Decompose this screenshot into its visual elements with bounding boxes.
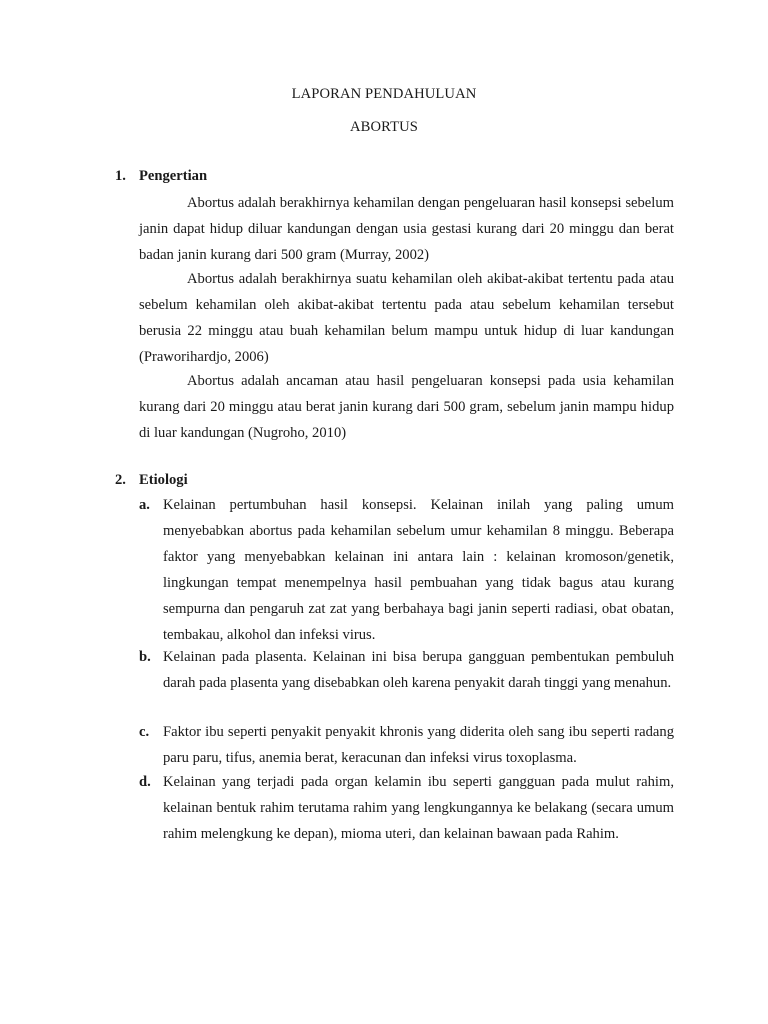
document-subtitle: ABORTUS	[350, 119, 418, 135]
list-item-label: c.	[139, 724, 150, 740]
list-item-text: Kelainan pertumbuhan hasil konsepsi. Kelainan inilah yang paling umum menyebabkan abortus pada kehamilan sebelum umur kehamilan 8 minggu. Beberapa faktor yang menyebabkan kelainan ini antara lain : kelainan kromoson/genetik, lingkungan tempat menempelnya hasil pembuahan yang tidak bagus atau kurang sempurna dan pengaruh zat zat yang berbahaya bagi janin seperti radiasi, obat obatan, tembakau, alkohol dan infeksi virus.	[163, 497, 674, 643]
list-item-text: Kelainan pada plasenta. Kelainan ini bisa berupa gangguan pembentukan pembuluh darah pada plasenta yang disebabkan oleh karena penyakit darah tinggi yang menahun.	[163, 649, 674, 691]
list-item-label: a.	[139, 497, 150, 513]
list-item-text: Kelainan yang terjadi pada organ kelamin ibu seperti gangguan pada mulut rahim, kelainan bentuk rahim terutama rahim yang lengkungannya ke belakang (secara umum rahim melengkung ke depan), mioma uteri, dan kelainan bawaan pada Rahim.	[163, 774, 674, 842]
document-title: LAPORAN PENDAHULUAN	[291, 86, 477, 102]
paragraph: Abortus adalah berakhirnya kehamilan dengan pengeluaran hasil konsepsi sebelum janin dapat hidup diluar kandungan dengan usia gestasi kurang dari 20 minggu dan berat badan janin kurang dari 500 gram (Murray, 2002)	[139, 195, 674, 263]
list-item-text: Faktor ibu seperti penyakit penyakit khronis yang diderita oleh sang ibu seperti radang paru paru, tifus, anemia berat, keracunan dan infeksi virus toxoplasma.	[163, 724, 674, 766]
list-item-label: b.	[139, 649, 151, 665]
section-number: 1.	[115, 168, 126, 184]
section-title: Pengertian	[139, 168, 208, 184]
list-item	[139, 769, 674, 847]
section-title: Etiologi	[139, 472, 188, 488]
paragraph: Abortus adalah ancaman atau hasil pengeluaran konsepsi pada usia kehamilan kurang dari 20 minggu atau berat janin kurang dari 500 gram, sebelum janin mampu hidup di luar kandungan (Nugroho, 2010)	[139, 373, 674, 441]
section-number: 2.	[115, 472, 126, 488]
paragraph: Abortus adalah berakhirnya suatu kehamilan oleh akibat-akibat tertentu pada atau sebelum kehamilan oleh akibat-akibat tertentu pada atau sebelum kehamilan tersebut berusia 22 minggu atau buah kehamilan belum mampu untuk hidup di luar kandungan (Praworihardjo, 2006)	[139, 271, 674, 365]
list-item	[139, 644, 674, 696]
list-item-label: d.	[139, 774, 151, 790]
list-item	[139, 719, 674, 771]
section-heading-etiologi	[115, 472, 188, 489]
section-heading-pengertian	[115, 168, 207, 185]
list-item	[139, 492, 674, 648]
